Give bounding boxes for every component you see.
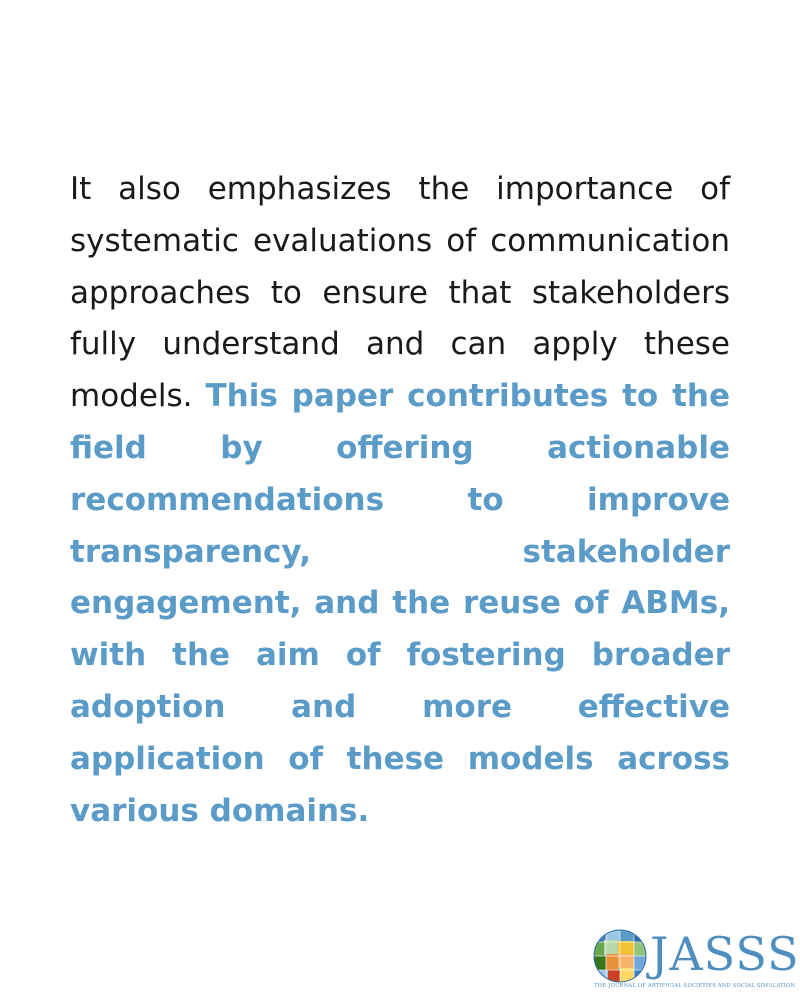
body-paragraph xyxy=(70,164,730,837)
logo-wordmark: JASSS xyxy=(650,927,800,981)
globe-mosaic-icon xyxy=(592,928,648,984)
paragraph-plain-text: It also emphasizes the importance of systematic evaluations of communication approaches to ensure that stakeholders fully understand and can apply these models. xyxy=(70,171,730,415)
paragraph-highlight-text: This paper contributes to the field by offering actionable recommendations to improve transparency, stakeholder engagement, and the reuse of ABMs, with the aim of fostering broader adoption and more effective application of these models across various domains. xyxy=(70,378,730,829)
jasss-logo xyxy=(590,924,800,994)
logo-tagline: THE JOURNAL OF ARTIFICIAL SOCIETIES AND SOCIAL SIMULATION xyxy=(594,983,796,989)
